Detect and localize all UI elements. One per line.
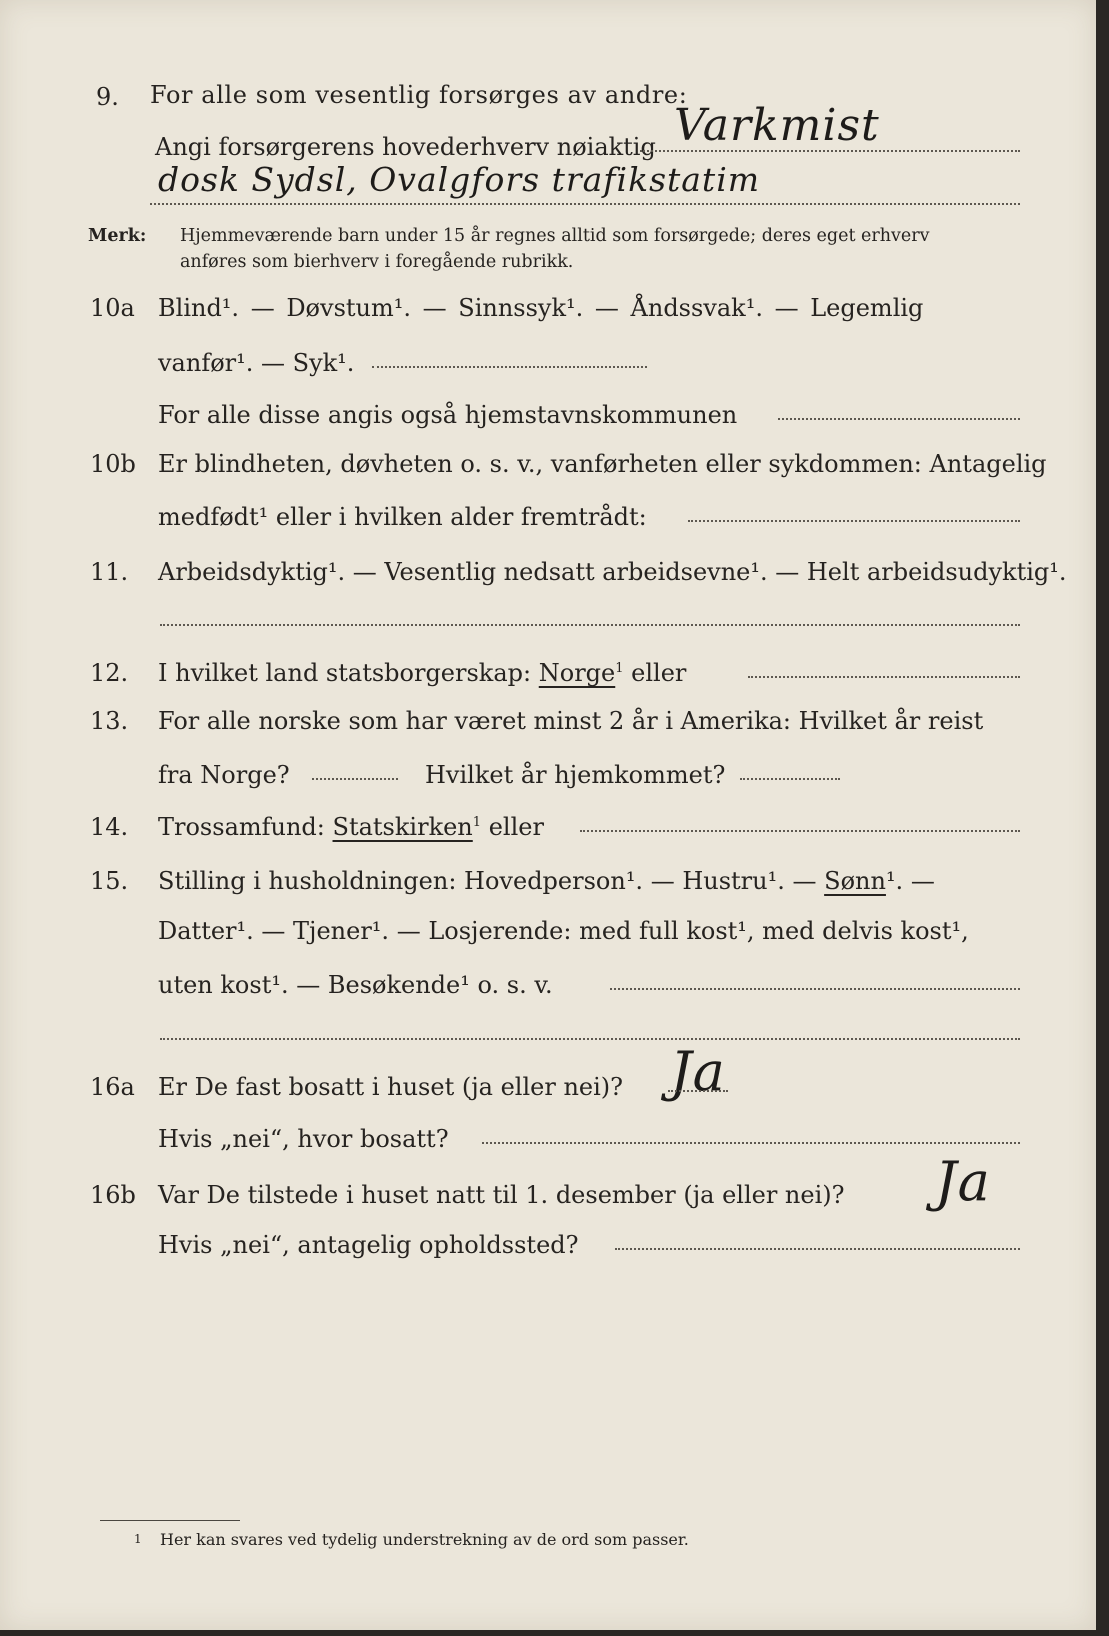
q15-dotted-line-2	[160, 1038, 1020, 1040]
footnote-mark: 1	[134, 1532, 142, 1546]
q16a-dotted-line-2	[482, 1142, 1020, 1144]
q10a-line1: Blind¹. — Døvstum¹. — Sinnssyk¹. — Åndssvak¹. — Legemlig	[158, 294, 924, 322]
q9-dotted-line-2	[150, 203, 1020, 205]
q10a-dotted-line-2	[778, 418, 1020, 420]
q9-handwritten-occupation: Varkmist	[674, 100, 880, 151]
q14-dotted-line	[580, 830, 1020, 832]
q15-line1a: Stilling i husholdningen: Hovedperson¹. — Hustru¹. —	[158, 867, 817, 895]
q16a-handwritten-answer: Ja	[670, 1040, 726, 1103]
note-line1: Hjemmeværende barn under 15 år regnes alltid som forsørgede; deres eget erhverv	[180, 226, 930, 246]
q13-dotted-line-a	[312, 778, 398, 780]
q15-number: 15.	[90, 867, 129, 895]
q16a-line2: Hvis „nei“, hvor bosatt?	[158, 1125, 449, 1153]
q16b-handwritten-answer: Ja	[935, 1150, 991, 1213]
q16b-line2: Hvis „nei“, antagelig opholdssted?	[158, 1231, 579, 1259]
q15-line3: uten kost¹. — Besøkende¹ o. s. v.	[158, 971, 553, 999]
q9-handwritten-employer: dosk Sydsl, Ovalgfors trafikstatim	[158, 160, 761, 199]
q10a-line2: vanfør¹. — Syk¹.	[158, 349, 355, 377]
q16b-line1: Var De tilstede i huset natt til 1. desember (ja eller nei)?	[158, 1181, 845, 1209]
q12-number: 12.	[90, 659, 129, 687]
q13-number: 13.	[90, 707, 129, 735]
q16a-number: 16a	[90, 1073, 135, 1101]
q15-underlined-sonn: Sønn	[824, 867, 886, 895]
q15-line1b: ¹. —	[885, 867, 935, 895]
q12-underlined-norge: Norge	[538, 659, 616, 687]
q10b-number: 10b	[90, 450, 136, 478]
q10a-number: 10a	[90, 294, 135, 322]
q15-dotted-line	[610, 988, 1020, 990]
q13-dotted-line-b	[740, 778, 840, 780]
q12-line: I hvilket land statsborgerskap: Norge$^1$ eller	[158, 659, 687, 687]
q11-number: 11.	[90, 558, 129, 586]
q9-text: For alle som vesentlig forsørges av andre:	[150, 81, 688, 109]
q10b-line1: Er blindheten, døvheten o. s. v., vanførheten eller sykdommen: Antagelig	[158, 450, 1047, 478]
q11-dotted-line	[160, 624, 1020, 626]
q14-underlined-statskirken: Statskirken	[332, 813, 473, 841]
q11-line1: Arbeidsdyktig¹. — Vesentlig nedsatt arbeidsevne¹. — Helt arbeidsudyktig¹.	[158, 558, 1067, 586]
q12-suffix: eller	[631, 659, 687, 687]
q14-suffix: eller	[488, 813, 544, 841]
q10a-line3: For alle disse angis også hjemstavnskommunen	[158, 401, 738, 429]
q16a-dotted-line	[668, 1090, 728, 1092]
q12-dotted-line	[748, 676, 1020, 678]
q16b-dotted-line	[615, 1248, 1020, 1250]
note-label: Merk:	[88, 226, 147, 246]
q14-prefix: Trossamfund:	[158, 813, 325, 841]
q13-line2a: fra Norge?	[158, 761, 290, 789]
q12-prefix: I hvilket land statsborgerskap:	[158, 659, 532, 687]
q16a-line1: Er De fast bosatt i huset (ja eller nei)?	[158, 1073, 624, 1101]
q10a-dotted-line	[372, 366, 647, 368]
q14-number: 14.	[90, 813, 129, 841]
q9-number: 9.	[96, 83, 119, 111]
q16b-number: 16b	[90, 1181, 136, 1209]
q15-line2: Datter¹. — Tjener¹. — Losjerende: med full kost¹, med delvis kost¹,	[158, 917, 969, 945]
q14-line: Trossamfund: Statskirken$^1$ eller	[158, 813, 544, 841]
q10b-dotted-line	[688, 520, 1020, 522]
q13-line2b: Hvilket år hjemkommet?	[425, 761, 726, 789]
note-line2: anføres som bierhverv i foregående rubrikk.	[180, 252, 574, 272]
footnote-rule	[100, 1520, 240, 1521]
q10b-line2: medfødt¹ eller i hvilken alder fremtrådt:	[158, 503, 647, 531]
q13-line1: For alle norske som har været minst 2 år i Amerika: Hvilket år reist	[158, 707, 984, 735]
footnote-text: Her kan svares ved tydelig understrekning av de ord som passer.	[160, 1530, 689, 1549]
q9-line2: Angi forsørgerens hovederhverv nøiaktig	[155, 133, 656, 161]
q15-line1	[158, 866, 935, 896]
